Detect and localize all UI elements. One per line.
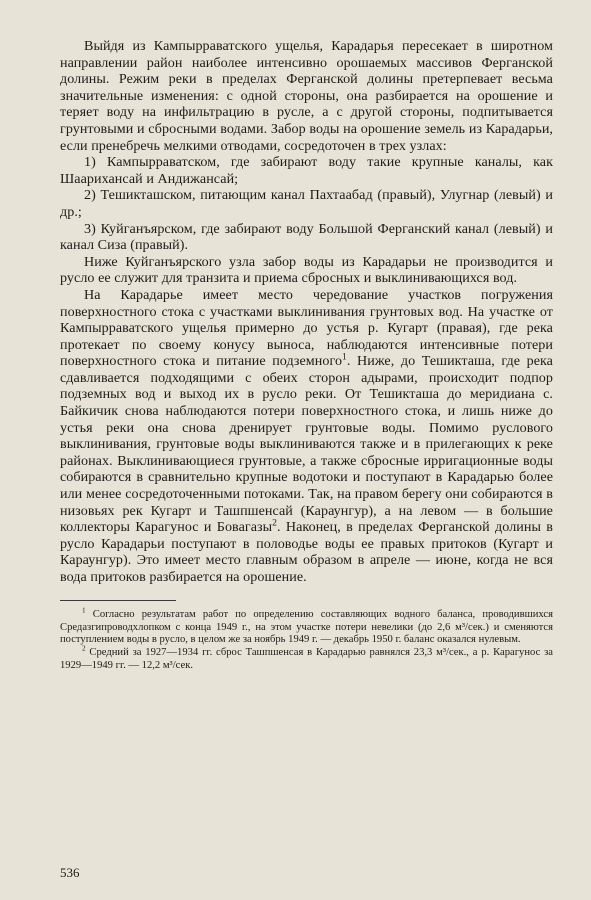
paragraph-alternation xyxy=(60,287,553,586)
paragraph-list-item-1: 1) Кампырраватском, где забирают воду такие крупные каналы, как Шаарихансай и Андижансай; xyxy=(60,154,553,187)
footnotes xyxy=(60,600,553,674)
footnote-2-text: Средний за 1927—1934 гг. сброс Ташпшенсая в Карадарью равнялся 23,3 м³/сек., а р. Карагунос за 1929—1949 гг. — 12,2 м³/сек. xyxy=(60,647,553,672)
main-text xyxy=(60,38,553,586)
footnote-1-text: Согласно результатам работ по определению составляющих водного баланса, проводившихся Средазгипроводхлопком с конца 1949 г., на этом участке потери невелики (до 2,6 м³/сек.) и сменяются поступлением воды в русло, в целом же за ноябрь 1949 г. — декабрь 1950 г. баланс оказался нулевым. xyxy=(60,608,553,646)
paragraph-list-item-3: 3) Куйганъярском, где забирают воду Большой Ферганский канал (левый) и канал Сиза (правый). xyxy=(60,220,553,254)
footnote-ref-2: 2 xyxy=(272,517,277,529)
footnote-ref-1: 1 xyxy=(342,351,347,363)
paragraph-alternation-part-2: . Ниже, до Тешикташа, где река сдавливается подходящими с обеих сторон адырами, происходит подпор подземных вод и выход их в русло реки. От Тешикташа до меридиана с. Байкичик снова наблюдаются потери поверхностного стока, и лишь ниже до устья реки она снова дренирует грунтовые воды. Помимо руслового выклинивания, грунтовые воды выклиниваются также и в прилегающих к реке районах. Выклинивающиеся грунтовые, а также сбросные ирригационные воды собираются в сравнительно крупные водотоки и поступают в Карадарью более или менее сосредоточенными потоками. Так, на правом берегу они собираются в низовьях рек Кугарт и Ташпшенсай (Караунгур), а на левом — в большие коллекторы Карагунос и Бовагазы xyxy=(60,353,553,536)
page-number: 536 xyxy=(60,865,80,880)
paragraph-intro: Выйдя из Кампырраватского ущелья, Карадарья пересекает в широтном направлении район наиболее интенсивно орошаемых массивов Ферганской долины. Режим реки в пределах Ферганской долины претерпевает весьма значительные изменения: с одной стороны, она разбирается на орошение и теряет воду на инфильтрацию в русле, а с другой стороны, подпитывается грунтовыми и сбросными водами. Забор воды на орошение земель из Карадарьи, если пренебречь мелкими отводами, сосредоточен в трех узлах: xyxy=(60,38,553,154)
paragraph-list-item-2: 2) Тешикташском, питающим канал Пахтаабад (правый), Улугнар (левый) и др.; xyxy=(60,187,553,220)
paragraph-below-node: Ниже Куйганъярского узла забор воды из Карадарьи не производится и русло ее служит для транзита и приема сбросных и выклинивающихся вод. xyxy=(60,253,553,287)
footnote-divider xyxy=(60,600,176,601)
footnote-1 xyxy=(60,606,553,648)
paragraph-alternation-part-1: На Карадарье имеет место чередование участков погружения поверхностного стока с участками выклинивания грунтовых вод. На участке от Кампырраватского ущелья примерно до устья р. Кугарт (правая), где река протекает по своему конусу выноса, наблюдаются интенсивные потери поверхностного стока и питание подземного xyxy=(60,286,553,370)
paragraph-alternation-part-3: . Наконец, в пределах Ферганской долины в русло Карадарьи поступают в половодье воды ее правых притоков (Кугарт и Караунгур). Это имеет место главным образом в апреле — июне, когда не вся вода притоков разбирается на орошение. xyxy=(60,519,553,585)
footnote-mark-1: 1 xyxy=(82,606,86,615)
footnote-mark-2: 2 xyxy=(82,644,86,653)
footnote-2 xyxy=(60,644,553,673)
